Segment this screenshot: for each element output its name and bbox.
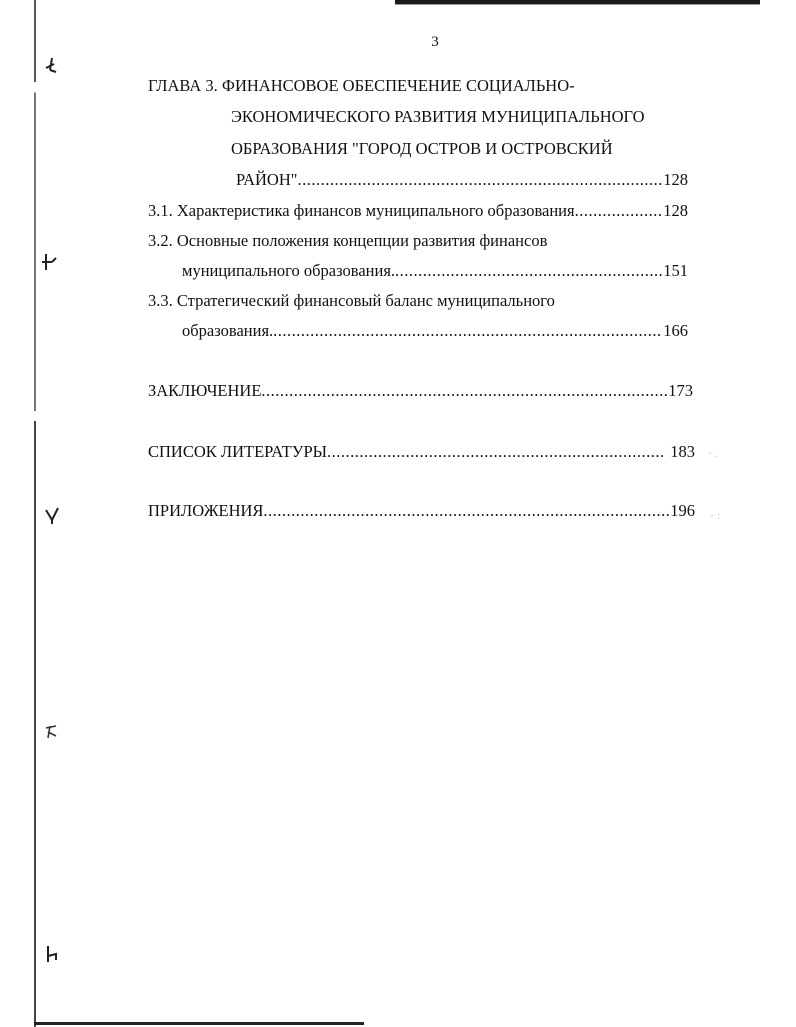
dot-leader xyxy=(575,201,663,221)
entry-title: 3.3. Стратегический финансовый баланс муниципального xyxy=(148,291,555,310)
chapter-title-last: РАЙОН" xyxy=(236,170,298,189)
dot-leader xyxy=(395,261,662,281)
entry-page: 196 xyxy=(670,501,695,520)
binding-mark-icon xyxy=(40,252,60,272)
entry-page: 128 xyxy=(663,170,688,189)
toc-entry xyxy=(148,201,688,221)
binding-mark-icon xyxy=(42,722,62,742)
entry-title: ПРИЛОЖЕНИЯ xyxy=(148,501,264,520)
dot-leader xyxy=(327,442,664,462)
entry-title-cont: образования. xyxy=(182,321,274,340)
toc-entry xyxy=(148,501,695,521)
scan-smudge: · : xyxy=(710,508,721,522)
entry-page: 128 xyxy=(663,201,688,220)
binding-mark-icon xyxy=(42,506,62,526)
scan-smudge: · . xyxy=(708,446,718,460)
dot-leader xyxy=(273,321,662,341)
entry-title: 3.2. Основные положения концепции развития финансов xyxy=(148,231,548,250)
entry-title-cont: муниципального образования. xyxy=(182,261,396,280)
toc-entry xyxy=(182,321,688,341)
chapter-title-line: ГЛАВА 3. ФИНАНСОВОЕ ОБЕСПЕЧЕНИЕ СОЦИАЛЬНО- xyxy=(148,76,575,95)
chapter-entry xyxy=(236,170,688,190)
dot-leader xyxy=(261,381,667,401)
chapter-title-line: ЭКОНОМИЧЕСКОГО РАЗВИТИЯ МУНИЦИПАЛЬНОГО xyxy=(231,107,645,126)
scan-edge-bottom xyxy=(34,1022,364,1025)
page-number: 3 xyxy=(431,34,439,50)
toc-entry xyxy=(182,261,688,281)
entry-page: 151 xyxy=(663,261,688,280)
entry-page: 183 xyxy=(670,442,695,461)
dot-leader xyxy=(263,501,669,521)
chapter-title-line: ОБРАЗОВАНИЯ "ГОРОД ОСТРОВ И ОСТРОВСКИЙ xyxy=(231,139,613,158)
dot-leader xyxy=(297,170,662,190)
binding-mark-icon xyxy=(42,944,62,964)
entry-title: ЗАКЛЮЧЕНИЕ xyxy=(148,381,262,400)
binding-mark-icon xyxy=(42,56,62,76)
scan-edge-left xyxy=(34,0,36,1027)
entry-title: СПИСОК ЛИТЕРАТУРЫ xyxy=(148,442,328,461)
entry-title: 3.1. Характеристика финансов муниципального образования xyxy=(148,201,575,220)
scan-edge-top-thin xyxy=(395,4,760,5)
toc-entry xyxy=(148,442,695,462)
entry-page: 173 xyxy=(668,381,693,400)
entry-page: 166 xyxy=(663,321,688,340)
toc-entry xyxy=(148,381,693,401)
